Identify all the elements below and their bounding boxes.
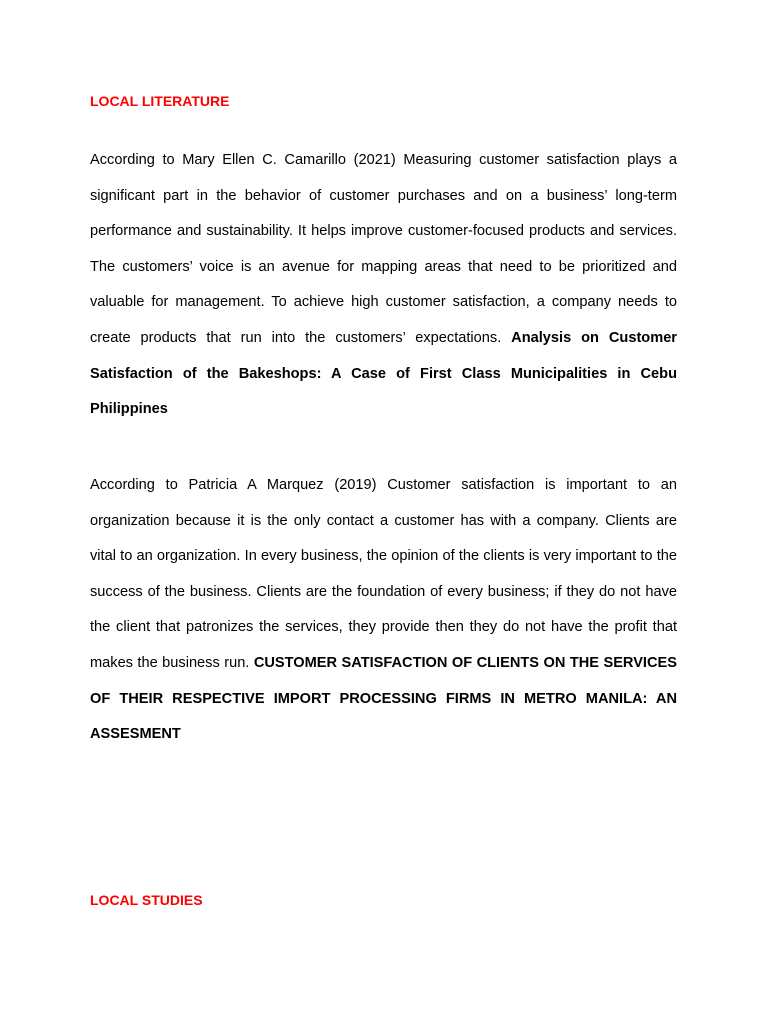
local-literature-heading: LOCAL LITERATURE xyxy=(90,93,230,109)
paragraph-1-source-title: Analysis on Customer Satisfaction of the Bakeshops: A Case of First Class Municipalities in Cebu Philippines xyxy=(90,329,677,418)
paragraph-2-text: According to Patricia A Marquez (2019) Customer satisfaction is important to an organization because it is the only contact a customer has with a company. Clients are vital to an organization. In every business, the opinion of the clients is very important to the success of the business. Clients are the foundation of every business; if they do not have the client that patronizes the services, they provide then they do not have the profit that makes the business run. xyxy=(90,477,677,671)
paragraph-1-text: According to Mary Ellen C. Camarillo (2021) Measuring customer satisfaction plays a significant part in the behavior of customer purchases and on a business’ long-term performance and sustainability. It helps improve customer-focused products and services. The customers’ voice is an avenue for mapping areas that need to be prioritized and valuable for management. To achieve high customer satisfaction, a company needs to create products that run into the customers’ expectations. xyxy=(90,152,677,346)
local-studies-heading: LOCAL STUDIES xyxy=(90,892,203,908)
literature-paragraph-1 xyxy=(90,143,677,428)
literature-paragraph-2 xyxy=(90,468,677,753)
paragraph-2-source-title: CUSTOMER SATISFACTION OF CLIENTS ON THE SERVICES OF THEIR RESPECTIVE IMPORT PROCESSING FIRMS IN METRO MANILA: AN ASSESMENT xyxy=(90,654,677,743)
